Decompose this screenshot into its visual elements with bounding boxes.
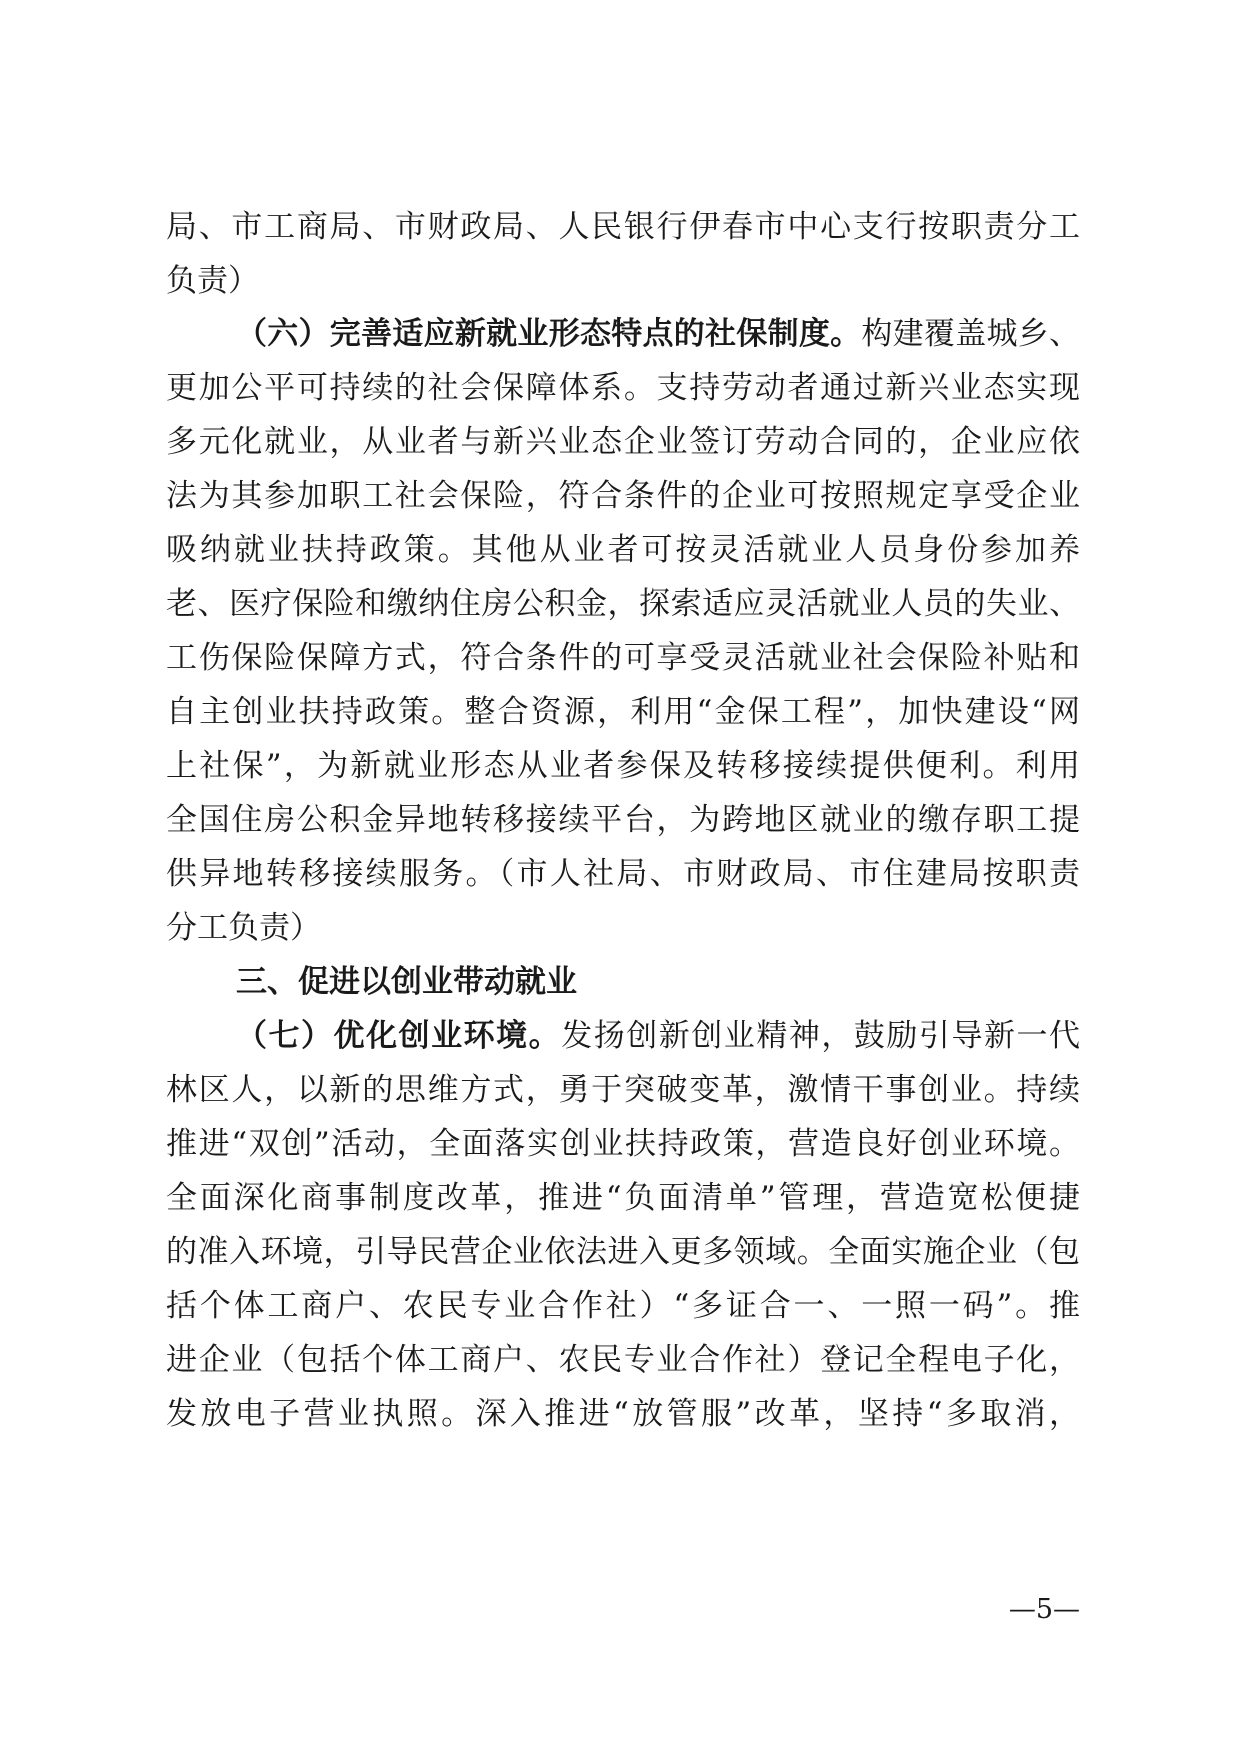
text-line: 供异地转移接续服务。（市人社局、市财政局、市住建局按职责 [166,856,1080,892]
text-line: 负责） [166,263,259,299]
text-line: 推进“双创”活动，全面落实创业扶持政策，营造良好创业环境。 [166,1126,1080,1162]
text-line: 括个体工商户、农民专业合作社）“多证合一、一照一码”。推 [166,1288,1080,1324]
text-line: 法为其参加职工社会保险，符合条件的企业可按照规定享受企业 [166,478,1080,514]
text-line: 进企业（包括个体工商户、农民专业合作社）登记全程电子化， [166,1342,1080,1378]
text-line: 分工负责） [166,910,321,946]
text-line: 多元化就业，从业者与新兴业态企业签订劳动合同的，企业应依 [166,424,1080,460]
paragraph-6-title: （六）完善适应新就业形态特点的社保制度。 [236,316,862,352]
paragraph-6-text: 构建覆盖城乡、 [861,316,1081,352]
text-line: 上社保”，为新就业形态从业者参保及转移接续提供便利。利用 [166,748,1080,784]
text-line: 全面深化商事制度改革，推进“负面清单”管理，营造宽松便捷 [166,1180,1080,1216]
text-line: 老、医疗保险和缴纳住房公积金，探索适应灵活就业人员的失业、 [166,586,1080,622]
text-line: 的准入环境，引导民营企业依法进入更多领域。全面实施企业（包 [166,1234,1080,1270]
text-line: 林区人，以新的思维方式，勇于突破变革，激情干事创业。持续 [166,1072,1080,1108]
page-number: —5— [1008,1594,1080,1625]
paragraph-7-text: 发扬创新创业精神，鼓励引导新一代 [561,1018,1081,1054]
text-line: 工伤保险保障方式，符合条件的可享受灵活就业社会保险补贴和 [166,640,1080,676]
text-line: 自主创业扶持政策。整合资源，利用“金保工程”，加快建设“网 [166,694,1080,730]
paragraph-7-first-line [236,1006,1080,1066]
text-line: 更加公平可持续的社会保障体系。支持劳动者通过新兴业态实现 [166,370,1080,406]
paragraph-7-title: （七）优化创业环境。 [236,1018,562,1054]
text-line: 全国住房公积金异地转移接续平台，为跨地区就业的缴存职工提 [166,802,1080,838]
section-heading: 三、促进以创业带动就业 [236,964,577,1000]
text-line: 吸纳就业扶持政策。其他从业者可按灵活就业人员身份参加养 [166,532,1080,568]
text-line: 局、市工商局、市财政局、人民银行伊春市中心支行按职责分工 [166,209,1080,245]
paragraph-6-first-line [236,304,1080,364]
text-line: 发放电子营业执照。深入推进“放管服”改革，坚持“多取消， [166,1396,1080,1432]
